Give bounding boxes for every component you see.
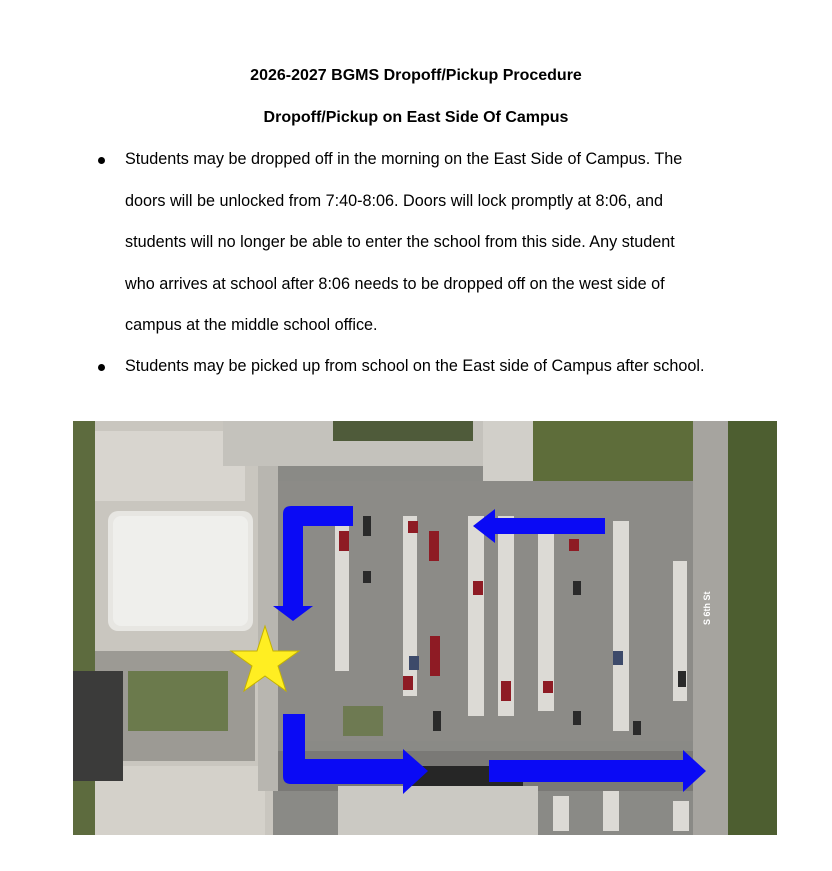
bullet-item-dropoff [125,139,805,347]
bullet-line: Students may be dropped off in the morning on the East Side of Campus. The [125,150,683,168]
bullet-line: Students may be picked up from school on the East side of Campus after school. [125,357,705,375]
building-north-east [483,421,533,486]
sidewalk [258,461,278,791]
bullet-line: doors will be unlocked from 7:40-8:06. Doors will lock promptly at 8:06, and [125,191,664,210]
bullet-item-pickup [125,346,805,388]
gym-roof-center [113,516,248,626]
grass-east-north [533,421,693,491]
bullet-marker [98,364,105,371]
campus-aerial-map [73,421,777,835]
street-label: S 6th St [702,591,712,625]
bullet-line: campus at the middle school office. [125,316,378,334]
courtyard-grass [128,671,228,731]
bullet-line: who arrives at school after 8:06 needs to be dropped off on the west side of [125,274,665,293]
document-title: 2026-2027 BGMS Dropoff/Pickup Procedure [250,67,582,84]
grass-north [333,421,473,441]
building-south [338,786,538,835]
bullet-marker [98,157,105,164]
building-roof-north [95,431,245,501]
building-shadow [73,671,123,781]
bullet-line: students will no longer be able to enter the school from this side. Any student [125,233,675,251]
map-svg [73,421,777,835]
document-subtitle: Dropoff/Pickup on East Side Of Campus [263,109,569,126]
grass-east [728,421,777,835]
lot-island-grass [343,706,383,736]
